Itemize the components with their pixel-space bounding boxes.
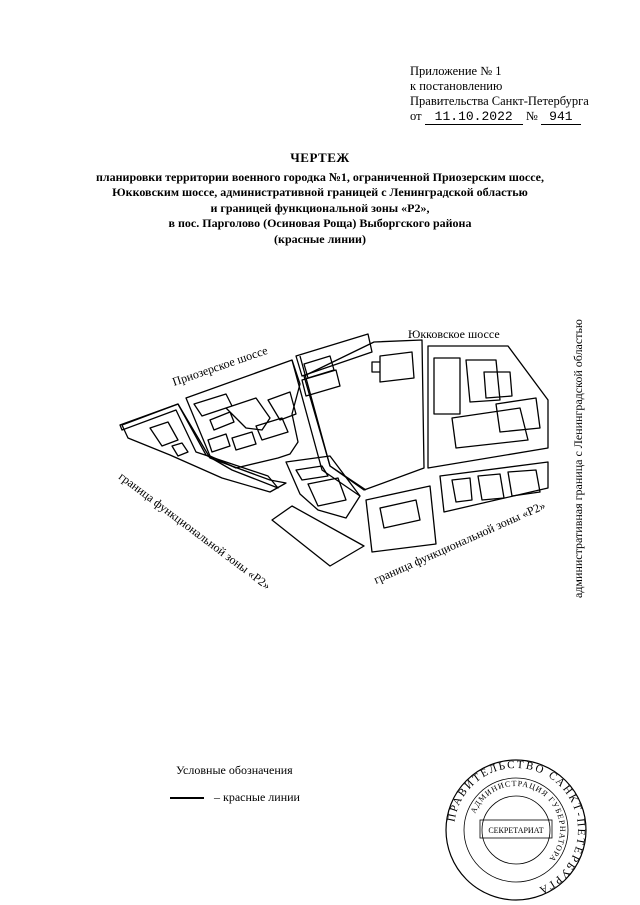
legend-title: Условные обозначения	[176, 763, 293, 777]
block-bottom-right-inner	[452, 470, 540, 502]
number-label: №	[525, 109, 538, 123]
stamp-inner-text: АДМИНИСТРАЦИЯ ГУБЕРНАТОРА	[468, 778, 568, 865]
official-stamp	[445, 759, 587, 900]
stamp-center-text: СЕКРЕТАРИАТ	[488, 826, 544, 835]
label-zone-boundary-right: граница функциональной зоны «Р2»	[371, 498, 548, 587]
block-center-inner	[372, 352, 414, 382]
label-zone-boundary-left: граница функциональной зоны «Р2»	[116, 469, 274, 593]
legend-line-sample	[170, 797, 204, 799]
title-line-3: и границей функциональной зоны «Р2»,	[210, 200, 430, 215]
title-heading: ЧЕРТЕЖ	[290, 150, 350, 165]
legend-red-lines-label: – красные линии	[214, 790, 300, 804]
document-number: 941	[541, 109, 581, 125]
block-center-left-inner	[194, 392, 296, 452]
title-line-2: Юкковским шоссе, административной границей с Ленинградской областью	[112, 185, 528, 199]
zone-triangle	[272, 506, 364, 566]
label-yukki-highway: Юкковское шоссе	[408, 327, 500, 341]
from-label: от	[410, 109, 422, 123]
block-center	[304, 340, 424, 490]
block-bottom-center	[366, 486, 436, 552]
appendix-line-1: Приложение № 1	[410, 64, 502, 78]
title-line-4: в пос. Парголово (Осиновая Роща) Выборгского района	[168, 216, 472, 230]
stamp-outer-text: ПРАВИТЕЛЬСТВО САНКТ-ПЕТЕРБУРГА	[445, 758, 588, 897]
title-line-5: (красные линии)	[274, 231, 366, 246]
appendix-line-3: Правительства Санкт-Петербурга	[410, 94, 589, 108]
legend-red-lines	[170, 790, 300, 805]
block-right-upper	[428, 346, 548, 468]
label-priozersk-highway: Приозерское шоссе	[170, 343, 270, 389]
block-left-2	[122, 404, 286, 492]
road-diagonal	[292, 356, 366, 496]
block-left-inner	[150, 422, 188, 456]
title-line-1: планировки территории военного городка №1, ограниченной Приозерским шоссе,	[95, 169, 545, 184]
label-admin-border: административная граница с Ленинградской областью	[571, 319, 585, 598]
appendix-line-2: к постановлению	[410, 79, 503, 93]
block-right-upper-inner	[434, 358, 540, 448]
block-bottom-center-inner	[380, 500, 420, 528]
document-date: 11.10.2022	[425, 109, 523, 125]
